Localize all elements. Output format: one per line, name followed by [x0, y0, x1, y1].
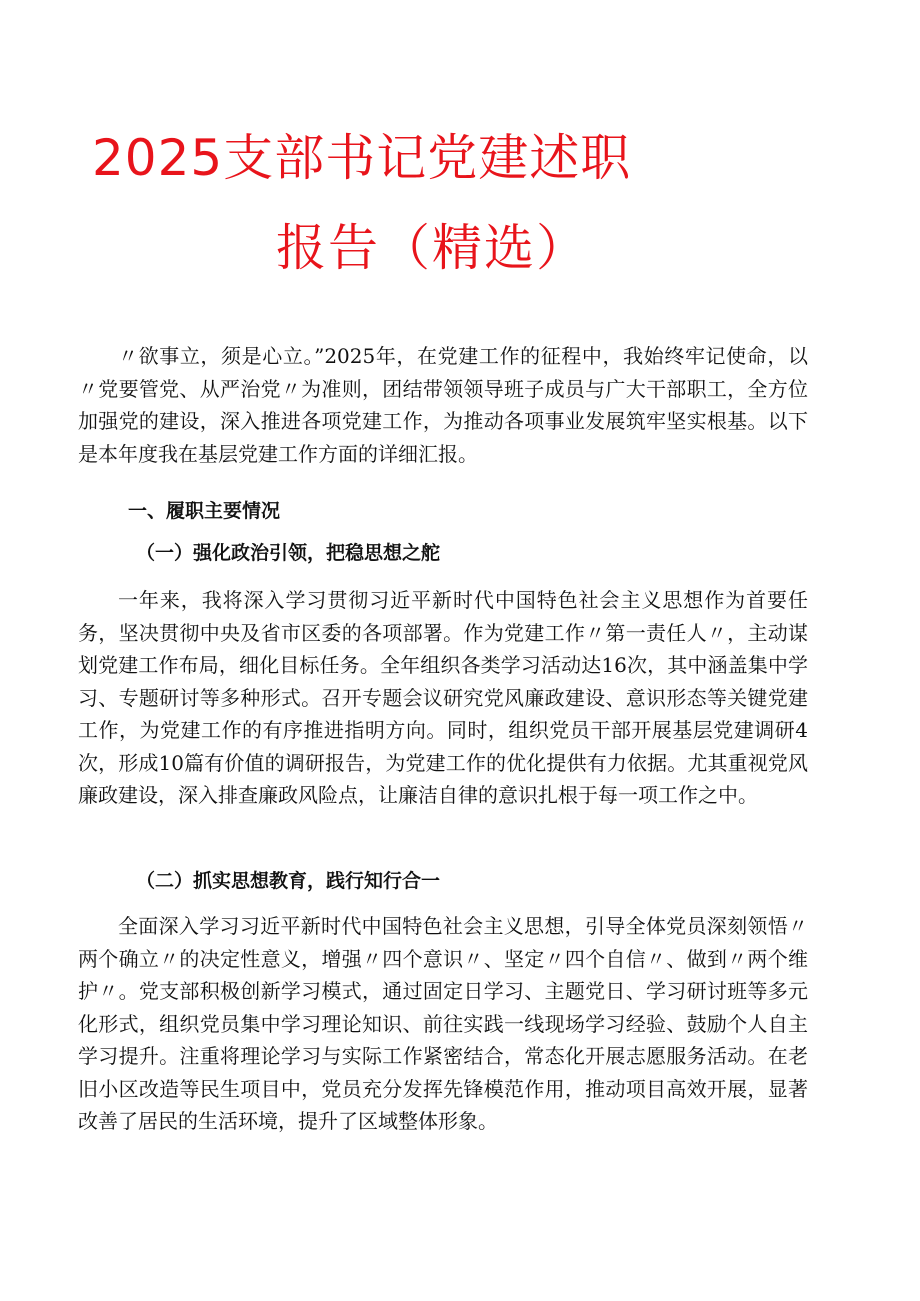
document-title-line-2: 报告（精选） — [276, 219, 588, 277]
document-title-line-1: 2025支部书记党建述职 — [92, 129, 632, 187]
intro-paragraph: 〃欲事立，须是心立。”2025年，在党建工作的征程中，我始终牢记使命，以〃党要管党、从严治党〃为准则，团结带领领导班子成员与广大干部职工，全方位加强党的建设，深入推进各项党建工作，为推动各项事业发展筑牢坚实根基。以下是本年度我在基层党建工作方面的详细汇报。 — [78, 344, 808, 466]
section-heading-1: 一、履职主要情况 — [128, 500, 281, 522]
subsection-heading-1: （一）强化政治引领，把稳思想之舵 — [136, 542, 441, 564]
subsection-heading-2: （二）抓实思想教育，践行知行合一 — [136, 870, 441, 892]
subsection-1-paragraph: 一年来，我将深入学习贯彻习近平新时代中国特色社会主义思想作为首要任务，坚决贯彻中央及省市区委的各项部署。作为党建工作〃第一责任人〃，主动谋划党建工作布局，细化目标任务。全年组织各类学习活动达16次，其中涵盖集中学习、专题研讨等多种形式。召开专题会议研究党风廉政建设、意识形态等关键党建工作，为党建工作的有序推进指明方向。同时，组织党员干部开展基层党建调研4次，形成10篇有价值的调研报告，为党建工作的优化提供有力依据。尤其重视党风廉政建设，深入排查廉政风险点，让廉洁自律的意识扎根于每一项工作之中。 — [78, 588, 808, 807]
subsection-2-paragraph: 全面深入学习习近平新时代中国特色社会主义思想，引导全体党员深刻领悟〃两个确立〃的决定性意义，增强〃四个意识〃、坚定〃四个自信〃、做到〃两个维护〃。党支部积极创新学习模式，通过固定日学习、主题党日、学习研讨班等多元化形式，组织党员集中学习理论知识、前往实践一线现场学习经验、鼓励个人自主学习提升。注重将理论学习与实际工作紧密结合，常态化开展志愿服务活动。在老旧小区改造等民生项目中，党员充分发挥先锋模范作用，推动项目高效开展，显著改善了居民的生活环境，提升了区域整体形象。 — [78, 914, 808, 1133]
